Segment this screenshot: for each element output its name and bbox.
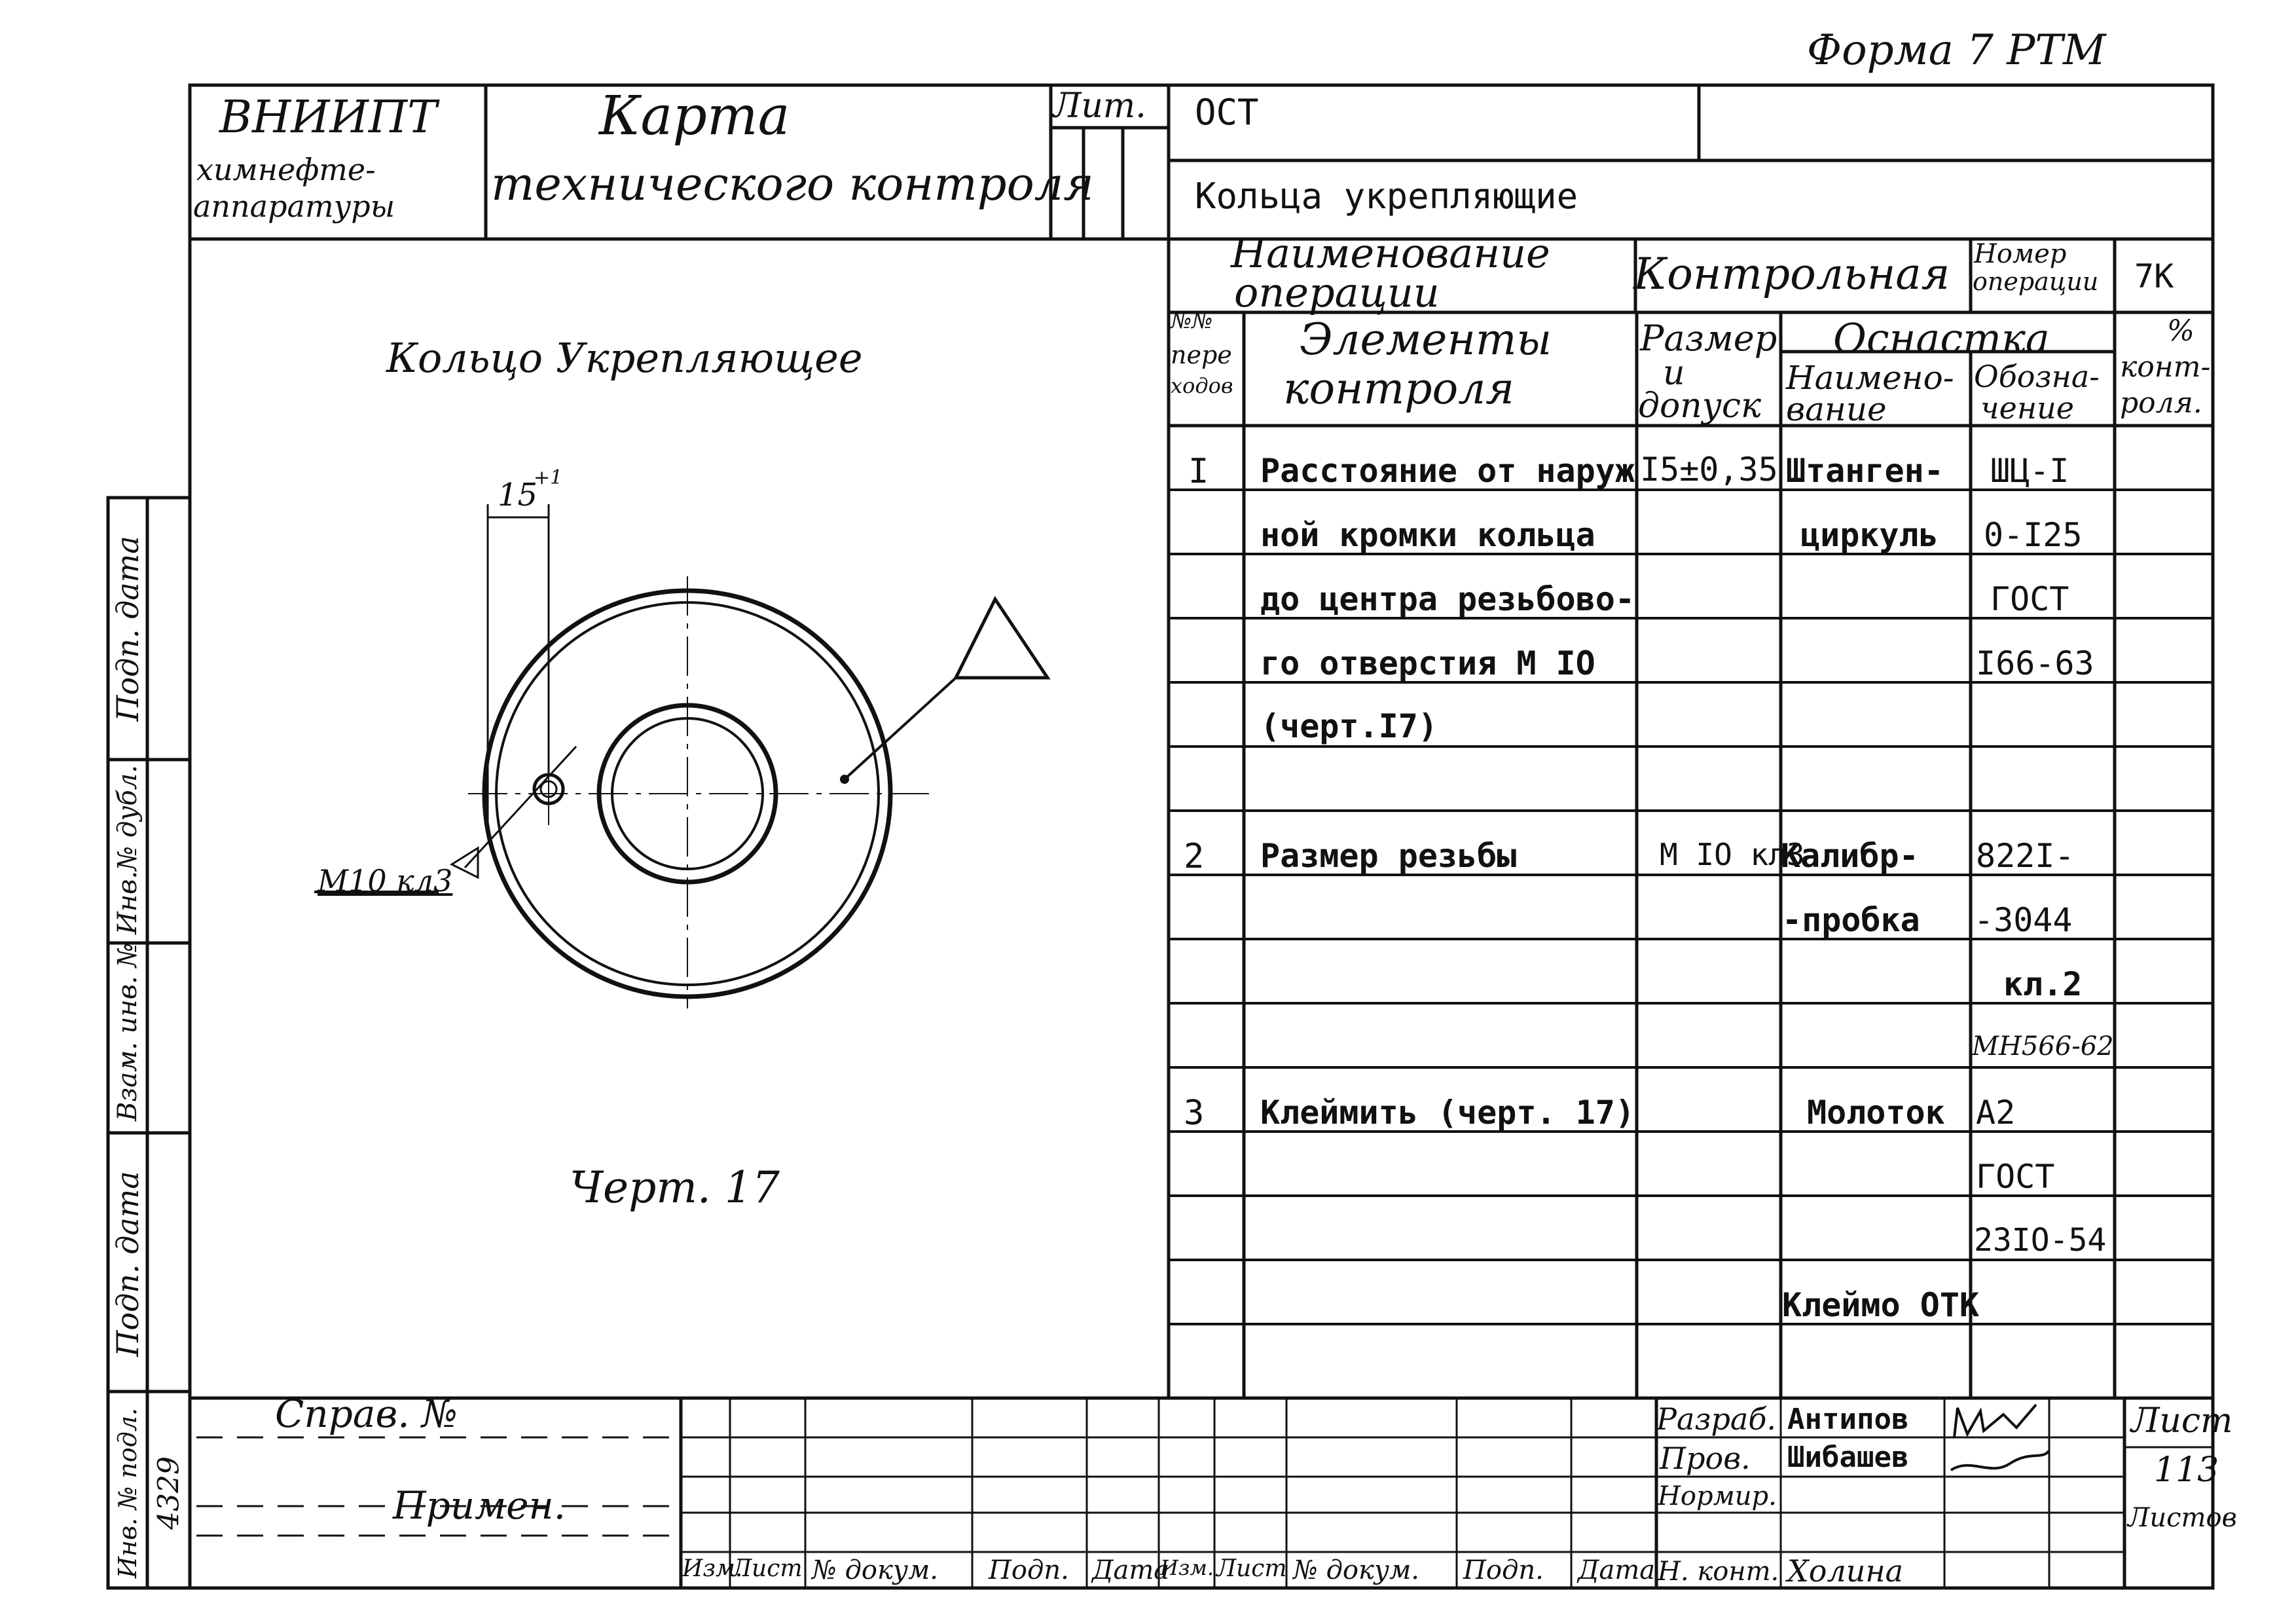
row-element: го отверстия М IO [1260,644,1595,682]
role-final-control: Н. конт. [1658,1557,1779,1587]
row-element: (черт.I7) [1260,707,1438,745]
role-normcontrol: Нормир. [1658,1481,1777,1511]
col-step-3: ходов [1171,373,1233,398]
col-equip-code-1: Обозна- [1974,359,2100,394]
col-equip-name-1: Наимено- [1786,359,1954,397]
reference-label: Справ. № [275,1392,458,1436]
operation-number-label-1: Номер [1974,239,2067,269]
row-element: Расстояние от наруж [1260,452,1635,490]
row-equip-code: I66-63 [1976,644,2094,682]
name-checker: Шибашев [1787,1441,1909,1474]
rev-docnum-1: № докум. [812,1555,938,1585]
margin-sign-date-2: Подп. дата [110,1171,145,1357]
standard-label: ОСТ [1195,92,1259,133]
role-developer: Разраб. [1656,1401,1777,1437]
lit-label: Лит. [1053,86,1146,126]
col-size-3: допуск [1638,386,1762,426]
rev-sheet-1: Лист [732,1555,803,1582]
rev-sign-2: Подп. [1463,1555,1544,1585]
row-equip-code: кл.2 [2003,965,2083,1003]
col-step-1: №№ [1171,308,1213,334]
row-equip-name: циркуль [1800,516,1939,554]
sheet-number: 113 [2154,1450,2219,1490]
rev-sign-1: Подп. [989,1555,1069,1585]
row-equip-code: 0-I25 [1984,516,2083,554]
row-equip-name: Штанген- [1786,452,1944,490]
drawing-title: Кольцо Укрепляющее [386,334,863,382]
operation-name-label-1: Наименование [1231,229,1550,277]
operation-name-value: Контрольная [1633,249,1950,299]
row-equip-name: Калибр- [1781,837,1919,875]
rev-sheet-2: Лист [1216,1555,1287,1582]
col-equipment: Оснастка [1833,314,2050,362]
inventory-number: 4329 [152,1456,186,1530]
row-step: 3 [1184,1094,1205,1133]
org-name: ВНИИПТ [219,92,437,143]
row-element: до центра резьбово- [1260,580,1635,618]
row-equip-code: А2 [1976,1094,2016,1132]
name-final-control: Холина [1787,1553,1904,1589]
row-equip-code: -3044 [1974,901,2073,939]
row-element: Размер резьбы [1260,837,1517,875]
sheets-label: Листов [2128,1503,2237,1533]
row-element: ной кромки кольца [1260,516,1595,554]
col-equip-code-2: чение [1980,390,2074,426]
col-step-2: пере [1171,341,1232,369]
row-size: I5±0,35 [1640,451,1778,489]
dimension-tolerance: +1 [534,466,563,489]
rev-date-1: Дата [1092,1555,1170,1585]
signature-marks [1944,1398,2056,1486]
margin-original-inventory: Инв. № подл. [113,1407,142,1579]
row-step: 2 [1184,837,1205,876]
row-size: М IO кл3 [1660,837,1805,872]
rev-docnum-2: № докум. [1293,1555,1419,1585]
row-equip-code: 822I- [1976,837,2075,875]
margin-inventory-dup: Взам. инв. № Инв.№ дубл. [113,765,143,1121]
rev-date-2: Дата [1578,1555,1656,1585]
col-percent-1: % [2167,314,2195,348]
operation-number-value: 7К [2134,257,2174,295]
form-note: Форма 7 РТМ [1807,26,2106,75]
col-size-1: Размер [1640,318,1777,359]
dimension-label: 15 [498,477,538,513]
col-percent-2: конт- [2120,350,2211,384]
org-subtitle-2: аппаратуры [193,189,395,224]
name-developer: Антипов [1787,1403,1909,1436]
row-equip-code: МН566-62 [1972,1031,2114,1061]
col-size-2: и [1663,354,1685,393]
row-equip-code: ШЦ-I [1990,452,2069,490]
col-elements-2: контроля [1283,363,1514,414]
card-title-line1: Карта [599,85,790,147]
rev-change-1: Изм. [682,1555,743,1582]
org-subtitle-1: химнефте- [196,152,376,187]
row-equip-name: Клеймо ОТК [1782,1286,1980,1324]
row-equip-code: ГОСТ [1976,1158,2055,1196]
row-step: I [1188,452,1209,491]
sheet-label: Лист [2131,1401,2233,1441]
row-equip-name: -пробка [1782,901,1920,939]
row-element: Клеймить (черт. 17) [1260,1094,1635,1132]
operation-number-label-2: операции [1973,267,2099,296]
operation-name-label-2: операции [1234,268,1440,316]
col-equip-name-2: вание [1786,390,1887,428]
col-percent-3: роля. [2120,386,2202,420]
role-checker: Пров. [1660,1441,1751,1476]
row-equip-name: Молоток [1807,1094,1945,1132]
margin-sign-date-1: Подп. дата [110,536,145,722]
row-equip-code: 23IO-54 [1974,1222,2107,1259]
col-elements-1: Элементы [1300,314,1552,365]
row-equip-code: ГОСТ [1990,580,2069,618]
thread-label: М10 кл3 [318,863,453,898]
part-name: Кольца укрепляющие [1195,175,1578,217]
card-title-line2: технического контроля [491,157,1094,211]
rev-change-2: Изм. [1160,1555,1214,1580]
usage-label: Примен. [393,1483,566,1528]
drawing-caption: Черт. 17 [570,1162,780,1213]
